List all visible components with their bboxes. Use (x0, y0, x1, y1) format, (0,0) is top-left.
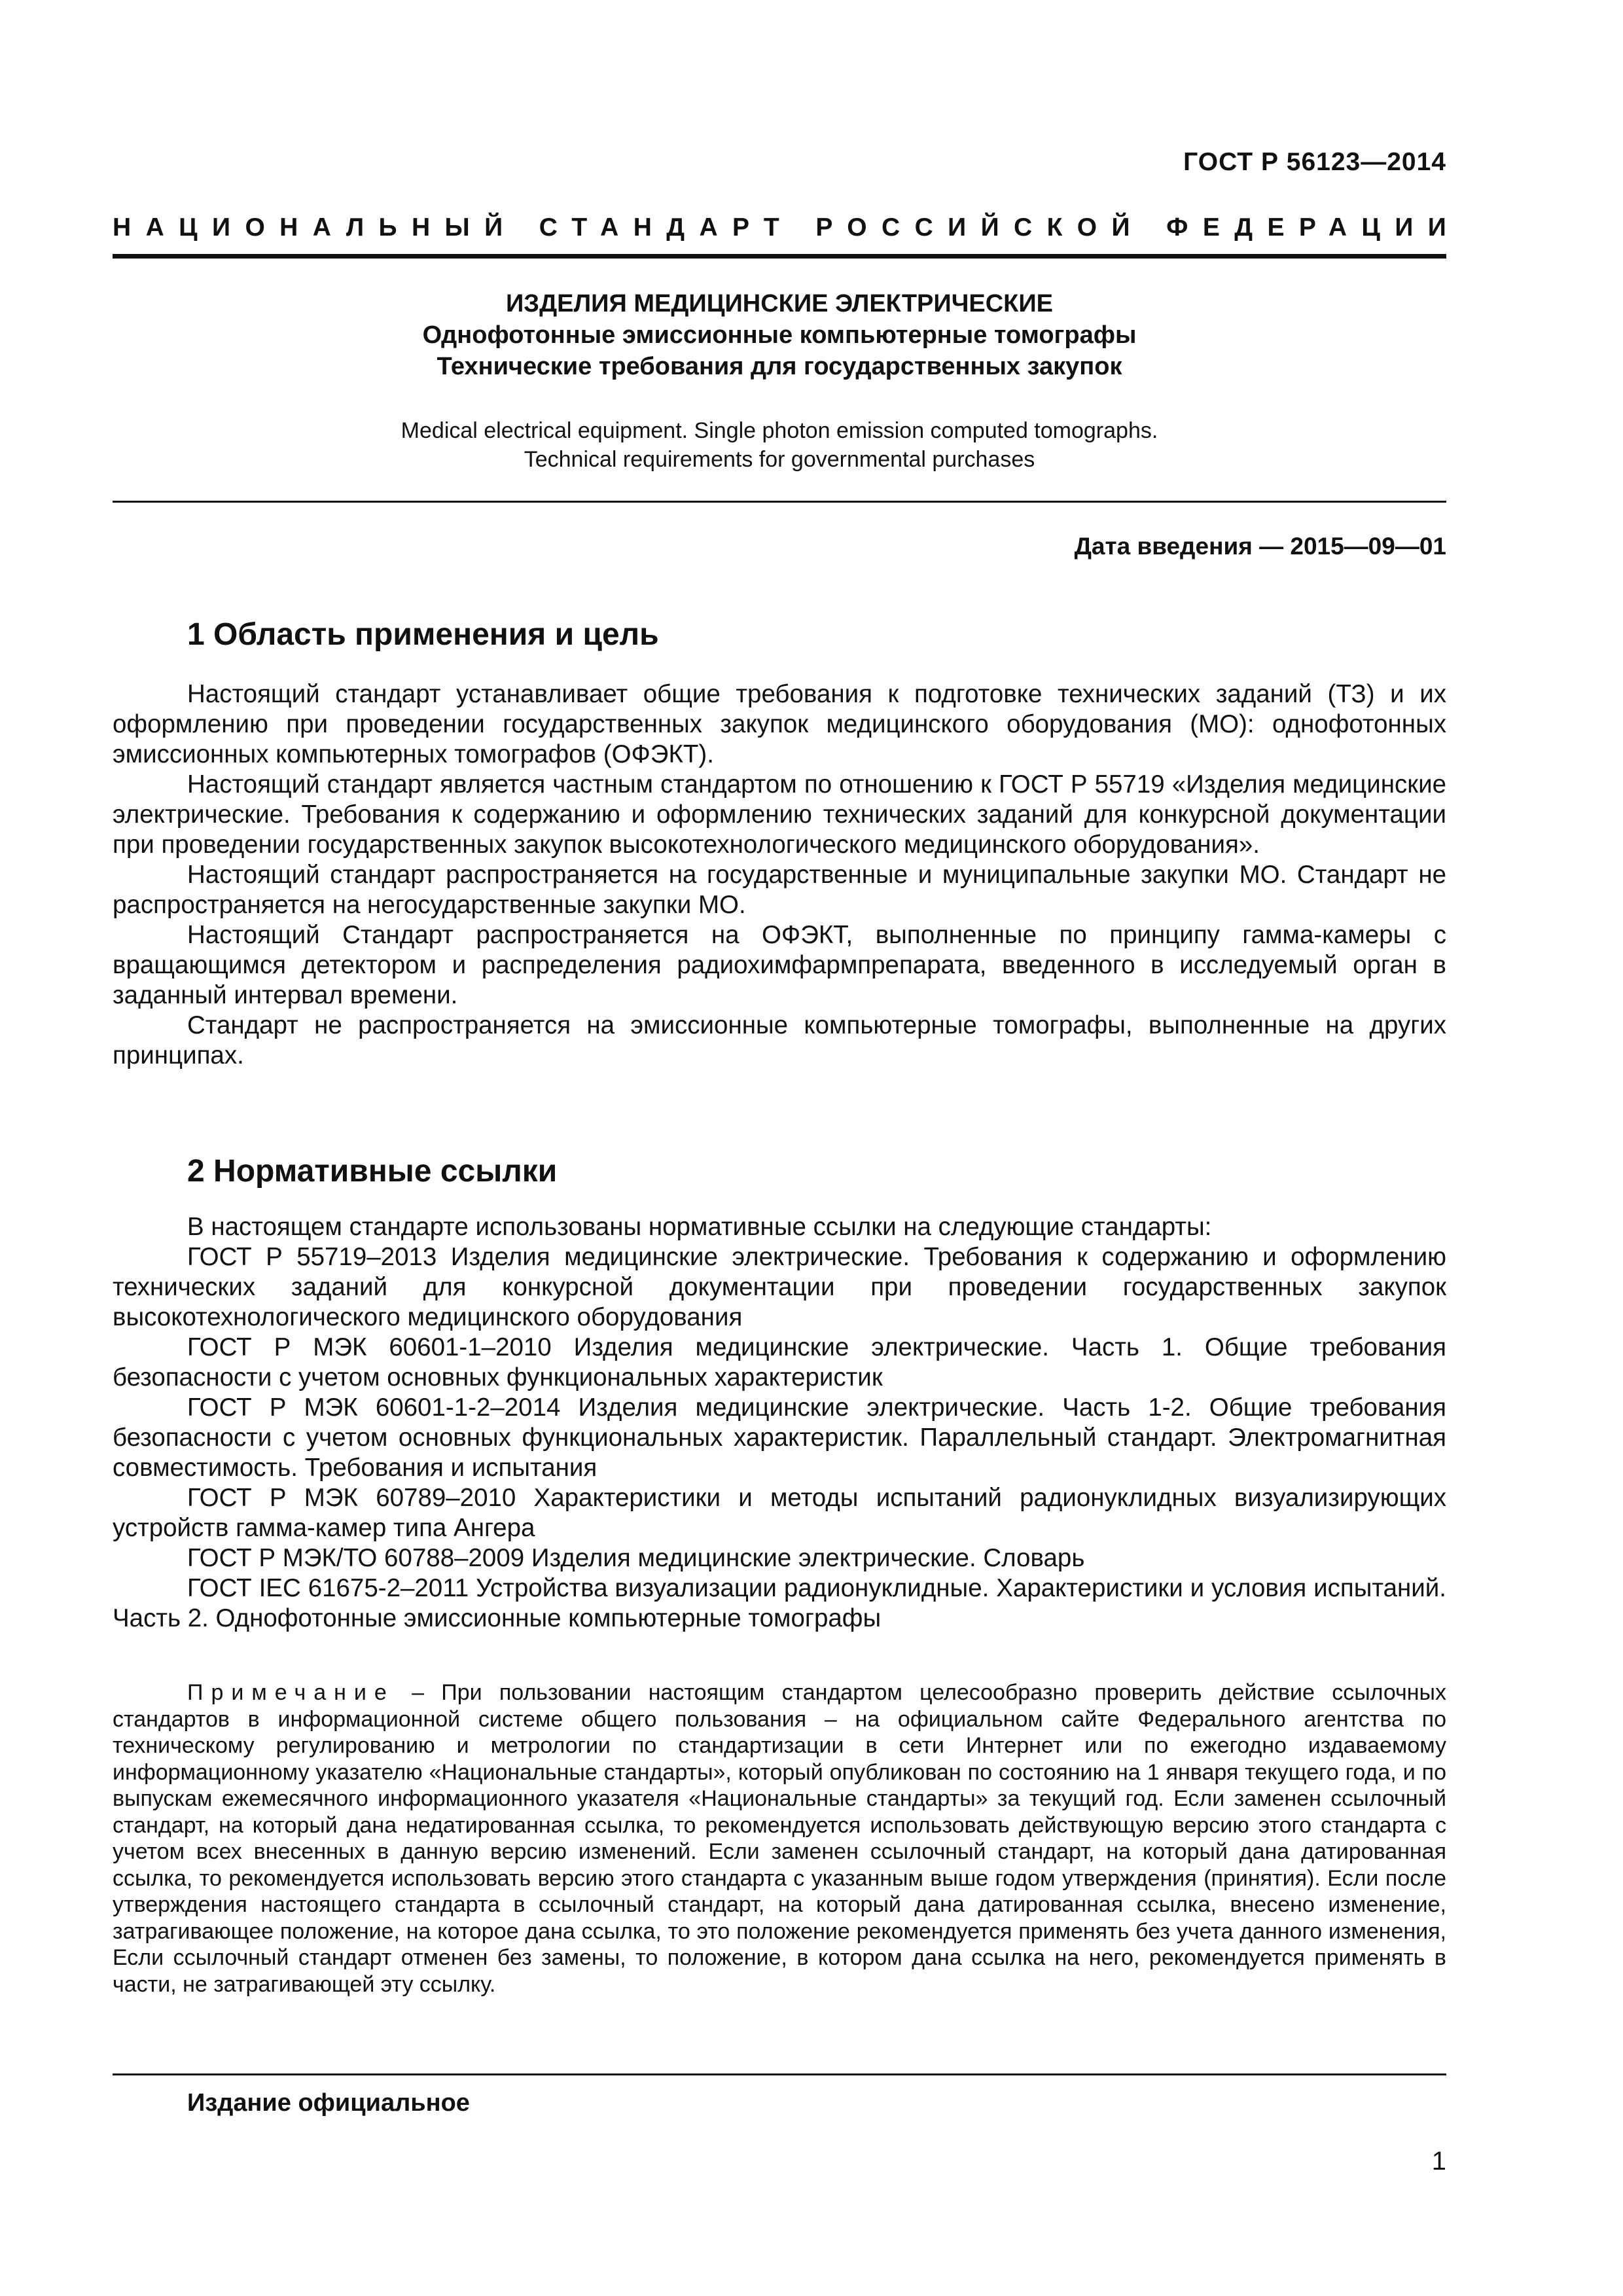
title-line-1: ИЗДЕЛИЯ МЕДИЦИНСКИЕ ЭЛЕКТРИЧЕСКИЕ (505, 290, 1054, 317)
note-text: – При пользовании настоящим стандартом целесообразно проверить действие ссылочных стандартов в информационной системе общего пользования – на официальном сайте Федерального агентства по техническому регулированию и метрологии по стандартизации в сети Интернет или по ежегодно издаваемому информационному указателю «Национальные стандарты», который опубликован по состоянию на 1 января текущего года, и по выпускам ежемесячного информационного указателя «Национальные стандарты» за текущий год. Если заменен ссылочный стандарт, на который дана недатированная ссылка, то рекомендуется использовать действующую версию этого стандарта с учетом всех внесенных в данную версию изменений. Если заменен ссылочный стандарт, на который дана датированная ссылка, то рекомендуется использовать версию этого стандарта с указанным выше годом утверждения (принятия). Если после утверждения настоящего стандарта в ссылочный стандарт, на который дана датированная ссылка, внесено изменение, затрагивающее положение, на которое дана ссылка, то это положение рекомендуется применять без учета данного изменения, Если ссылочный стандарт отменен без замены, то положение, в котором дана ссылка на него, рекомендуется применять в части, не затрагивающей эту ссылку. (113, 1680, 1446, 1997)
reference-item: ГОСТ IEC 61675-2–2011 Устройства визуализации радионуклидные. Характеристики и условия испытаний. Часть 2. Однофотонные эмиссионные компьютерные томографы (113, 1574, 1446, 1632)
reference-item: ГОСТ Р МЭК 60601-1–2010 Изделия медицинские электрические. Часть 1. Общие требования безопасности с учетом основных функциональных характеристик (113, 1333, 1446, 1391)
reference-item: ГОСТ Р МЭК 60789–2010 Характеристики и методы испытаний радионуклидных визуализирующих устройств гамма-камер типа Ангера (113, 1484, 1446, 1542)
document-title (113, 288, 1446, 382)
section-1-paragraph: Настоящий стандарт устанавливает общие требования к подготовке технических заданий (ТЗ) и их оформлению при проведении государственных закупок медицинского оборудования (МО): однофотонных эмиссионных компьютерных томографов (ОФЭКТ). (113, 680, 1446, 768)
page-number: 1 (1431, 2147, 1446, 2176)
title-line-3: Технические требования для государственных закупок (437, 353, 1122, 380)
national-standard-banner: НАЦИОНАЛЬНЫЙ СТАНДАРТ РОССИЙСКОЙ ФЕДЕРАЦИИ (113, 213, 1461, 242)
english-title-line-1: Medical electrical equipment. Single photon emission computed tomographs. (401, 418, 1158, 443)
reference-item: ГОСТ Р МЭК 60601-1-2–2014 Изделия медицинские электрические. Часть 1-2. Общие требования безопасности с учетом основных функциональных характеристик. Параллельный стандарт. Электромагнитная совместимость. Требования и испытания (113, 1393, 1446, 1482)
section-1-paragraph: Настоящий Стандарт распространяется на ОФЭКТ, выполненные по принципу гамма-камеры с вращающимся детектором и распределения радиохимфармпрепарата, введенного в исследуемый орган в заданный интервал времени. (113, 921, 1446, 1009)
section-1-body (113, 679, 1446, 1071)
note-paragraph (113, 1679, 1446, 1998)
standard-number: ГОСТ Р 56123—2014 (1183, 148, 1446, 176)
title-line-2: Однофотонные эмиссионные компьютерные томографы (422, 321, 1137, 349)
document-page (113, 0, 1461, 2296)
section-1-paragraph: Стандарт не распространяется на эмиссионные компьютерные томографы, выполненные на других принципах. (113, 1011, 1446, 1069)
section-1-paragraph: Настоящий стандарт распространяется на государственные и муниципальные закупки МО. Стандарт не распространяется на негосударственные закупки МО. (113, 861, 1446, 919)
section-2-body (113, 1212, 1446, 1634)
section-2-paragraph: В настоящем стандарте использованы нормативные ссылки на следующие стандарты: (187, 1213, 1212, 1241)
english-title (113, 416, 1446, 474)
footer-divider (113, 2073, 1446, 2075)
note-label: Примечание (187, 1680, 395, 1705)
section-1-heading: 1 Область применения и цель (187, 617, 659, 652)
note-block (113, 1679, 1446, 1998)
introduction-date: Дата введения — 2015—09—01 (1074, 533, 1446, 560)
reference-item: ГОСТ Р МЭК/ТО 60788–2009 Изделия медицинские электрические. Словарь (187, 1544, 1085, 1572)
english-title-line-2: Technical requirements for governmental purchases (524, 447, 1035, 472)
title-divider (113, 501, 1446, 503)
section-1-paragraph: Настоящий стандарт является частным стандартом по отношению к ГОСТ Р 55719 «Изделия медицинские электрические. Требования к содержанию и оформлению технических заданий для конкурсной документации при проведении государственных закупок высокотехнологического медицинского оборудования». (113, 770, 1446, 859)
section-2-heading: 2 Нормативные ссылки (187, 1154, 558, 1189)
header-divider (113, 254, 1446, 259)
reference-item: ГОСТ Р 55719–2013 Изделия медицинские электрические. Требования к содержанию и оформлению технических заданий для конкурсной документации при проведении государственных закупок высокотехнологического медицинского оборудования (113, 1243, 1446, 1331)
official-edition-label: Издание официальное (187, 2089, 470, 2117)
